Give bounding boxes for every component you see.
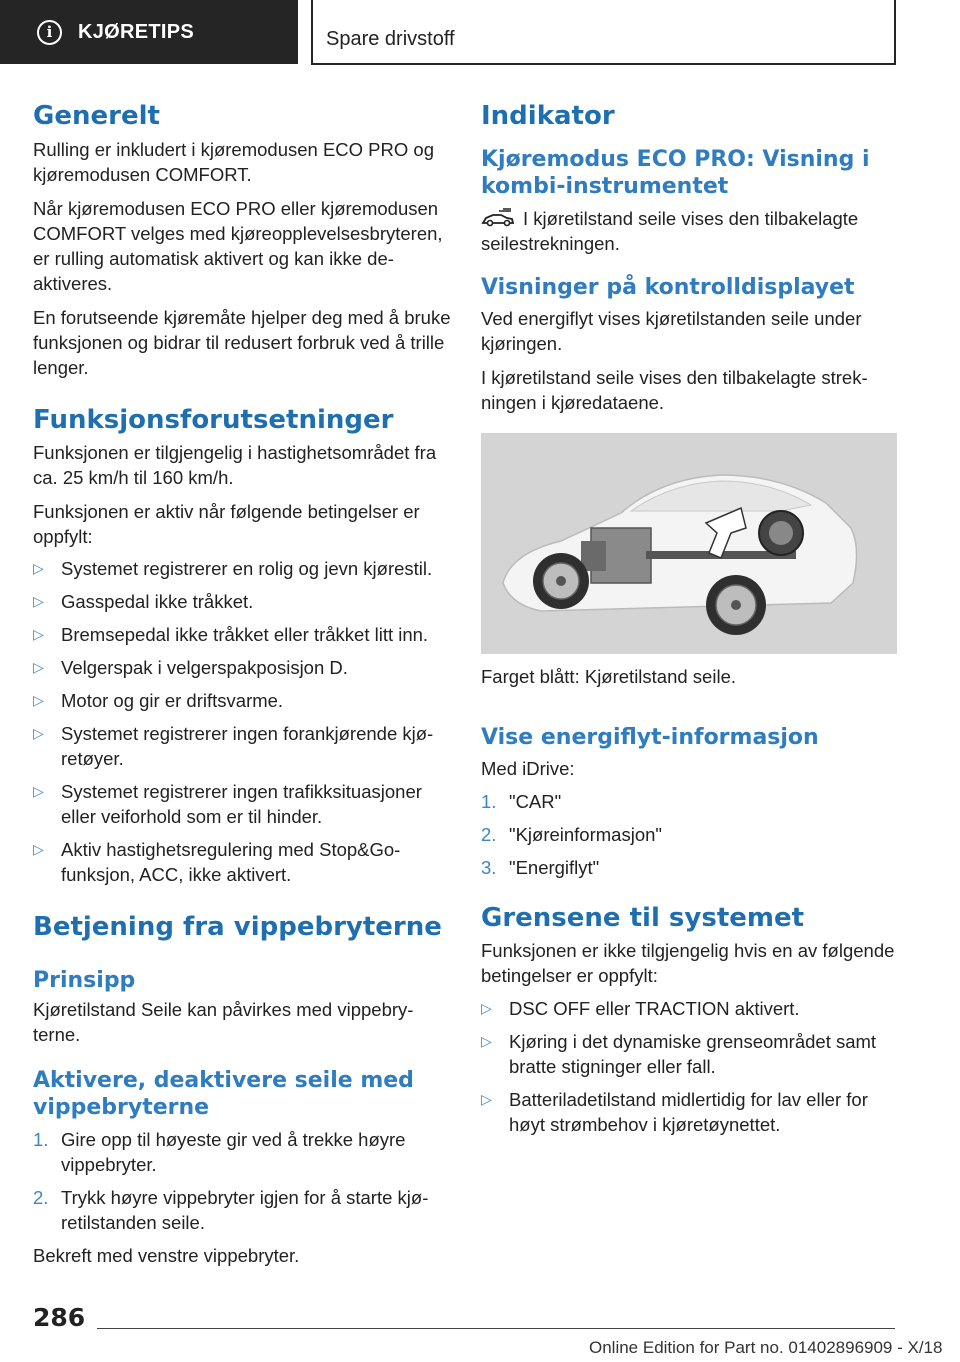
edition-note: Online Edition for Part no. 01402896909 - X/18: [589, 1338, 943, 1357]
list-item: ▷ Aktiv hastighetsregulering med Stop&Go-funksjon, ACC, ikke aktivert.: [33, 839, 401, 885]
list-item: ▷ DSC OFF eller TRACTION aktivert.: [481, 998, 800, 1019]
heading-energiflyt: Vise energiflyt-informasjon: [481, 725, 819, 750]
triangle-bullet-icon: ▷: [481, 1091, 492, 1107]
paragraph: I kjøretilstand seile vises den tilbakelagte strekningen i kjøredataene.: [481, 367, 868, 413]
heading-generelt: Generelt: [33, 101, 160, 131]
right-column: [481, 100, 897, 1137]
paragraph: Ved energiflyt vises kjøretilstanden seile under kjøringen.: [481, 308, 862, 354]
section-title: Spare drivstoff: [326, 28, 455, 50]
paragraph: I kjøretilstand seile vises den tilbakelagte seilestrekningen.: [481, 208, 859, 254]
triangle-bullet-icon: ▷: [33, 692, 44, 708]
paragraph: Funksjonen er aktiv når følgende betingelser er oppfylt:: [33, 501, 420, 547]
paragraph: Bekreft med venstre vippebryter.: [33, 1245, 300, 1266]
list-item: ▷ Systemet registrerer en rolig og jevn kjørestil.: [33, 558, 433, 579]
conditions-list: [33, 556, 451, 887]
heading-indikator: Indikator: [481, 101, 615, 131]
triangle-bullet-icon: ▷: [481, 1000, 492, 1016]
paragraph: Funksjonen er tilgjengelig i hastighetsområdet fra ca. 25 km/h til 160 km/h.: [33, 442, 437, 488]
triangle-bullet-icon: ▷: [481, 1033, 492, 1049]
heading-visninger: Visninger på kontrolldisplayet: [481, 275, 855, 300]
header-right-border: [894, 0, 896, 65]
list-item: ▷ Systemet registrerer ingen forankjørende kjøretøyer.: [33, 723, 434, 769]
list-item: ▷ Motor og gir er driftsvarme.: [33, 690, 284, 711]
heading-funksjonsforutsetninger: Funksjonsforutsetninger: [33, 405, 394, 435]
list-item: ▷ Velgerspak i velgerspakposisjon D.: [33, 657, 348, 678]
header-divider: [311, 0, 313, 64]
heading-aktivere: Aktivere, deaktivere seile med vippebryterne: [33, 1068, 414, 1120]
left-column: [33, 100, 451, 1268]
list-item: 1. Gire opp til høyeste gir ved å trekke høyre vippebryter.: [33, 1129, 406, 1175]
triangle-bullet-icon: ▷: [33, 659, 44, 675]
triangle-bullet-icon: ▷: [33, 841, 44, 857]
heading-betjening: Betjening fra vippebryterne: [33, 912, 442, 942]
list-item: 2. Trykk høyre vippebryter igjen for å starte kjøretilstanden seile.: [33, 1187, 429, 1233]
sailing-car-icon: [481, 208, 515, 228]
triangle-bullet-icon: ▷: [33, 783, 44, 799]
heading-prinsipp: Prinsipp: [33, 968, 136, 993]
list-item: ▷ Batteriladetilstand midlertidig for lav eller for høyt strømbehov i kjøretøynettet.: [481, 1089, 868, 1135]
list-item: 1. "CAR": [481, 791, 562, 812]
list-item: ▷ Bremsepedal ikke tråkket eller tråkket litt inn.: [33, 624, 429, 645]
header-underline: [311, 63, 896, 65]
page-header: [0, 0, 960, 66]
triangle-bullet-icon: ▷: [33, 593, 44, 609]
car-drivetrain-figure: [481, 433, 897, 654]
heading-grensene: Grensene til systemet: [481, 903, 805, 933]
paragraph: Når kjøremodusen ECO PRO eller kjøremodusen COMFORT velges med kjøreopplevelsesbryteren, er rulling automatisk aktivert og kan ikke deaktiveres.: [33, 198, 443, 294]
paragraph: Rulling er inkludert i kjøremodusen ECO PRO og kjøremodusen COMFORT.: [33, 139, 434, 185]
footer-rule: [97, 1328, 895, 1329]
limits-list: [481, 996, 897, 1137]
paragraph: En forutseende kjøremåte hjelper deg med å bruke funksjonen og bidrar til redusert forbruk ved å trille lenger.: [33, 307, 451, 378]
page-number: 286: [33, 1303, 86, 1332]
steps-list: [33, 1127, 451, 1235]
list-item: 3. "Energiflyt": [481, 857, 600, 878]
car-drivetrain-illustration: [481, 433, 897, 654]
heading-eco-pro: Kjøremodus ECO PRO: Visning i kombi-instrumentet: [481, 147, 870, 199]
list-item: ▷ Systemet registrerer ingen trafikksituasjoner eller veiforhold som er til hinder.: [33, 781, 422, 827]
triangle-bullet-icon: ▷: [33, 725, 44, 741]
list-item: ▷ Kjøring i det dynamiske grenseområdet samt bratte stigninger eller fall.: [481, 1031, 877, 1077]
chapter-label: KJØRETIPS: [78, 20, 195, 43]
triangle-bullet-icon: ▷: [33, 626, 44, 642]
paragraph: Funksjonen er ikke tilgjengelig hvis en av følgende betingelser er oppfylt:: [481, 940, 895, 986]
figure-caption: Farget blått: Kjøretilstand seile.: [481, 666, 736, 687]
idrive-steps-list: [481, 789, 897, 880]
chapter-tab: [0, 0, 298, 64]
triangle-bullet-icon: ▷: [33, 560, 44, 576]
list-item: ▷ Gasspedal ikke tråkket.: [33, 591, 254, 612]
paragraph: Med iDrive:: [481, 758, 575, 779]
list-item: 2. "Kjøreinformasjon": [481, 824, 662, 845]
info-icon: i: [37, 20, 62, 45]
paragraph: Kjøretilstand Seile kan påvirkes med vippebryterne.: [33, 999, 414, 1045]
